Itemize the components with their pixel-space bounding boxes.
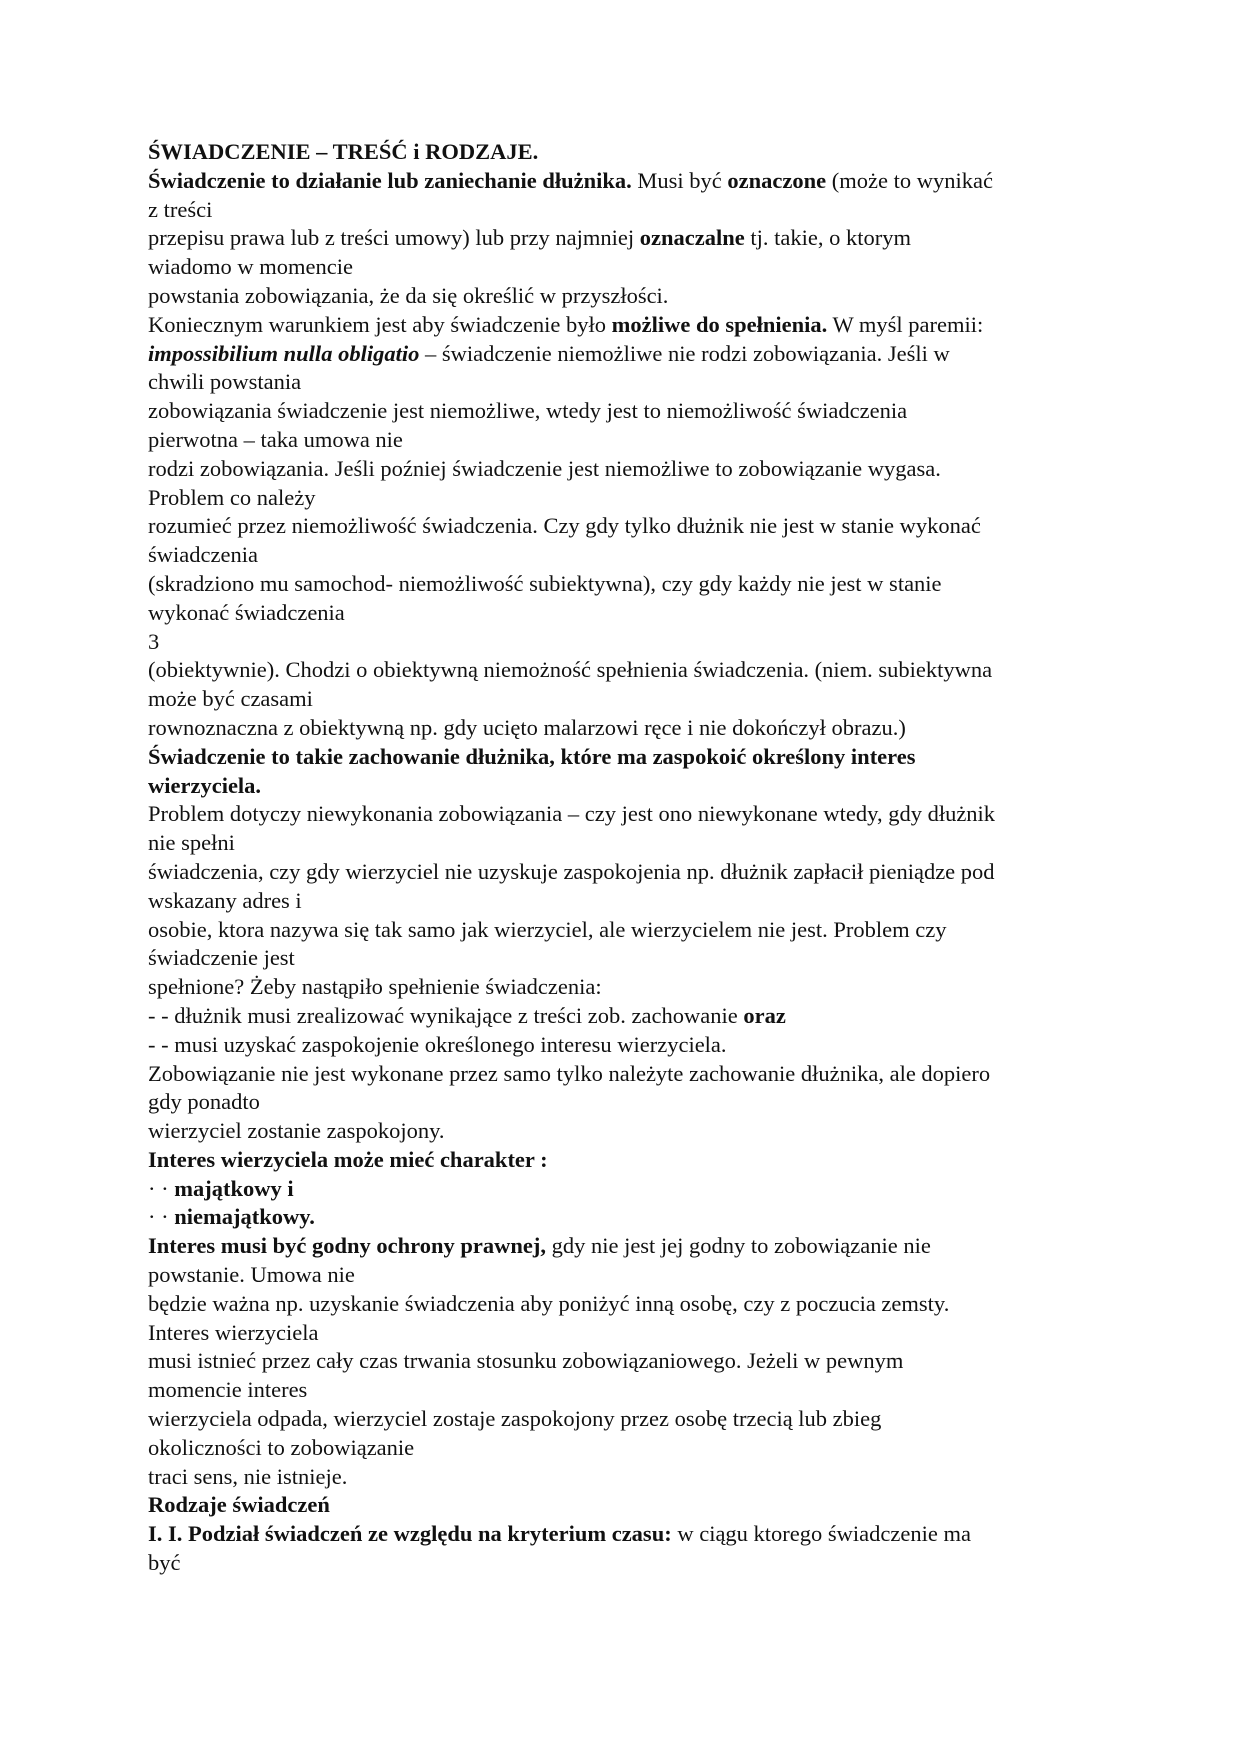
text-segment: pierwotna – taka umowa nie [148, 426, 403, 452]
text-segment: zobowiązania świadczenie jest niemożliwe, wtedy jest to niemożliwość świadczenia [148, 398, 908, 424]
bold-text-segment: I. I. Podział świadczeń ze względu na kryterium czasu: [148, 1521, 672, 1547]
text-line [148, 1376, 1108, 1405]
bold-text-segment: majątkowy i [174, 1175, 294, 1201]
text-segment: gdy ponadto [148, 1089, 260, 1115]
text-segment: Musi być [631, 167, 728, 193]
text-segment: momencie interes [148, 1377, 308, 1403]
text-segment: z treści [148, 196, 213, 222]
text-segment: spełnione? Żeby nastąpiło spełnienie świadczenia: [148, 974, 602, 1000]
text-line [148, 1088, 1108, 1117]
text-line [148, 512, 1108, 541]
text-line [148, 570, 1108, 599]
text-segment: musi istnieć przez cały czas trwania stosunku zobowiązaniowego. Jeżeli w pewnym [148, 1348, 904, 1374]
text-segment: być [148, 1550, 181, 1576]
text-line [148, 1060, 1108, 1089]
bold-text-segment: oznaczalne [639, 225, 745, 251]
bold-text-segment: wierzyciela. [148, 772, 262, 798]
text-segment: · · [148, 1175, 175, 1201]
text-line [148, 484, 1108, 513]
text-segment: rozumieć przez niemożliwość świadczenia. Czy gdy tylko dłużnik nie jest w stanie wykonać [148, 513, 981, 539]
text-segment: - - dłużnik musi zrealizować wynikające z treści zob. zachowanie [148, 1002, 744, 1028]
text-line [148, 224, 1108, 253]
text-segment: - - musi uzyskać zaspokojenie określonego interesu wierzyciela. [148, 1031, 727, 1057]
text-line [148, 196, 1108, 225]
text-line [148, 944, 1108, 973]
text-line [148, 1520, 1108, 1549]
text-segment: chwili powstania [148, 369, 302, 395]
text-line [148, 167, 1108, 196]
text-segment: może być czasami [148, 686, 313, 712]
text-line [148, 1434, 1108, 1463]
text-segment: świadczenia [148, 542, 258, 568]
bold-text-segment: oraz [743, 1002, 786, 1028]
text-line [148, 1203, 1108, 1232]
text-line [148, 1347, 1108, 1376]
text-segment: będzie ważna np. uzyskanie świadczenia aby poniżyć inną osobę, czy z poczucia zemsty. [148, 1290, 950, 1316]
text-segment: rownoznaczna z obiektywną np. gdy ucięto malarzowi ręce i nie dokończył obrazu.) [148, 714, 906, 740]
text-line [148, 1175, 1108, 1204]
text-segment: nie spełni [148, 830, 235, 856]
text-segment: świadczenie jest [148, 945, 295, 971]
text-segment: (może to wynikać [826, 167, 993, 193]
text-line [148, 1002, 1108, 1031]
bold-text-segment: Interes wierzyciela może mieć charakter : [148, 1146, 548, 1172]
text-segment: Interes wierzyciela [148, 1319, 319, 1345]
text-line [148, 1146, 1108, 1175]
text-line [148, 772, 1108, 801]
text-line [148, 1031, 1108, 1060]
text-line [148, 1491, 1108, 1520]
text-segment: osobie, ktora nazywa się tak samo jak wierzyciel, ale wierzycielem nie jest. Problem czy [148, 916, 947, 942]
bold-text-segment: Interes musi być godny ochrony prawnej, [148, 1233, 546, 1259]
text-line [148, 685, 1108, 714]
text-line [148, 455, 1108, 484]
text-line [148, 311, 1108, 340]
text-line [148, 282, 1108, 311]
text-segment: świadczenia, czy gdy wierzyciel nie uzyskuje zaspokojenia np. dłużnik zapłacił pieniądze pod [148, 858, 995, 884]
text-segment: wiadomo w momencie [148, 254, 353, 280]
text-line [148, 1232, 1108, 1261]
bold-text-segment: niemajątkowy. [174, 1204, 315, 1230]
text-segment: Problem dotyczy niewykonania zobowiązania – czy jest ono niewykonane wtedy, gdy dłużnik [148, 801, 996, 827]
text-line [148, 1319, 1108, 1348]
text-line [148, 253, 1108, 282]
text-segment: powstanie. Umowa nie [148, 1262, 355, 1288]
text-segment: Koniecznym warunkiem jest aby świadczenie było [148, 311, 612, 337]
text-segment: gdy nie jest jej godny to zobowiązanie nie [545, 1233, 931, 1259]
document-body [148, 138, 1108, 1578]
bold-text-segment: ŚWIADCZENIE – TREŚĆ i RODZAJE. [148, 139, 539, 164]
text-segment: wierzyciel zostanie zaspokojony. [148, 1118, 445, 1144]
text-segment: · · [148, 1204, 175, 1230]
text-line [148, 1117, 1108, 1146]
text-segment: Zobowiązanie nie jest wykonane przez samo tylko należyte zachowanie dłużnika, ale dopiero [148, 1060, 991, 1086]
text-segment: wierzyciela odpada, wierzyciel zostaje zaspokojony przez osobę trzecią lub zbieg [148, 1406, 882, 1432]
text-line [148, 916, 1108, 945]
text-line [148, 1549, 1108, 1578]
text-line [148, 656, 1108, 685]
text-line [148, 800, 1108, 829]
text-segment: traci sens, nie istnieje. [148, 1463, 348, 1489]
text-segment: rodzi zobowiązania. Jeśli poźniej świadczenie jest niemożliwe to zobowiązanie wygasa. [148, 455, 941, 481]
text-segment: – świadczenie niemożliwe nie rodzi zobowiązania. Jeśli w [419, 340, 950, 366]
bold-text-segment: Świadczenie to działanie lub zaniechanie dłużnika. [148, 167, 632, 193]
text-line [148, 368, 1108, 397]
text-line [148, 887, 1108, 916]
text-segment: (skradziono mu samochod- niemożliwość subiektywna), czy gdy każdy nie jest w stanie [148, 570, 942, 596]
text-segment: powstania zobowiązania, że da się określić w przyszłości. [148, 282, 669, 308]
text-segment: Problem co należy [148, 484, 316, 510]
text-line [148, 340, 1108, 369]
text-line [148, 714, 1108, 743]
text-line [148, 397, 1108, 426]
bold-text-segment: możliwe do spełnienia. [611, 311, 828, 337]
text-line [148, 541, 1108, 570]
text-line [148, 743, 1108, 772]
text-segment: W myśl paremii: [827, 311, 984, 337]
text-segment: wykonać świadczenia [148, 599, 345, 625]
text-segment: (obiektywnie). Chodzi o obiektywną niemożność spełnienia świadczenia. (niem. subiektywna [148, 657, 993, 683]
text-line [148, 599, 1108, 628]
text-line [148, 829, 1108, 858]
text-line [148, 858, 1108, 887]
text-segment: w ciągu ktorego świadczenie ma [671, 1521, 971, 1547]
text-line [148, 1261, 1108, 1290]
bold-text-segment: Rodzaje świadczeń [148, 1492, 330, 1518]
text-line [148, 1405, 1108, 1434]
text-line [148, 1463, 1108, 1492]
text-segment: 3 [148, 628, 160, 654]
text-line [148, 426, 1108, 455]
text-line [148, 628, 1108, 657]
text-segment: przepisu prawa lub z treści umowy) lub przy najmniej [148, 225, 640, 251]
bold-text-segment: Świadczenie to takie zachowanie dłużnika, które ma zaspokoić określony interes [148, 743, 916, 769]
text-line [148, 973, 1108, 1002]
text-segment: wskazany adres i [148, 887, 302, 913]
text-line [148, 1290, 1108, 1319]
text-line [148, 138, 1108, 167]
bold-text-segment: impossibilium nulla obligatio [148, 340, 420, 366]
text-segment: okoliczności to zobowiązanie [148, 1434, 415, 1460]
bold-text-segment: oznaczone [727, 167, 827, 193]
text-segment: tj. takie, o ktorym [744, 225, 911, 251]
